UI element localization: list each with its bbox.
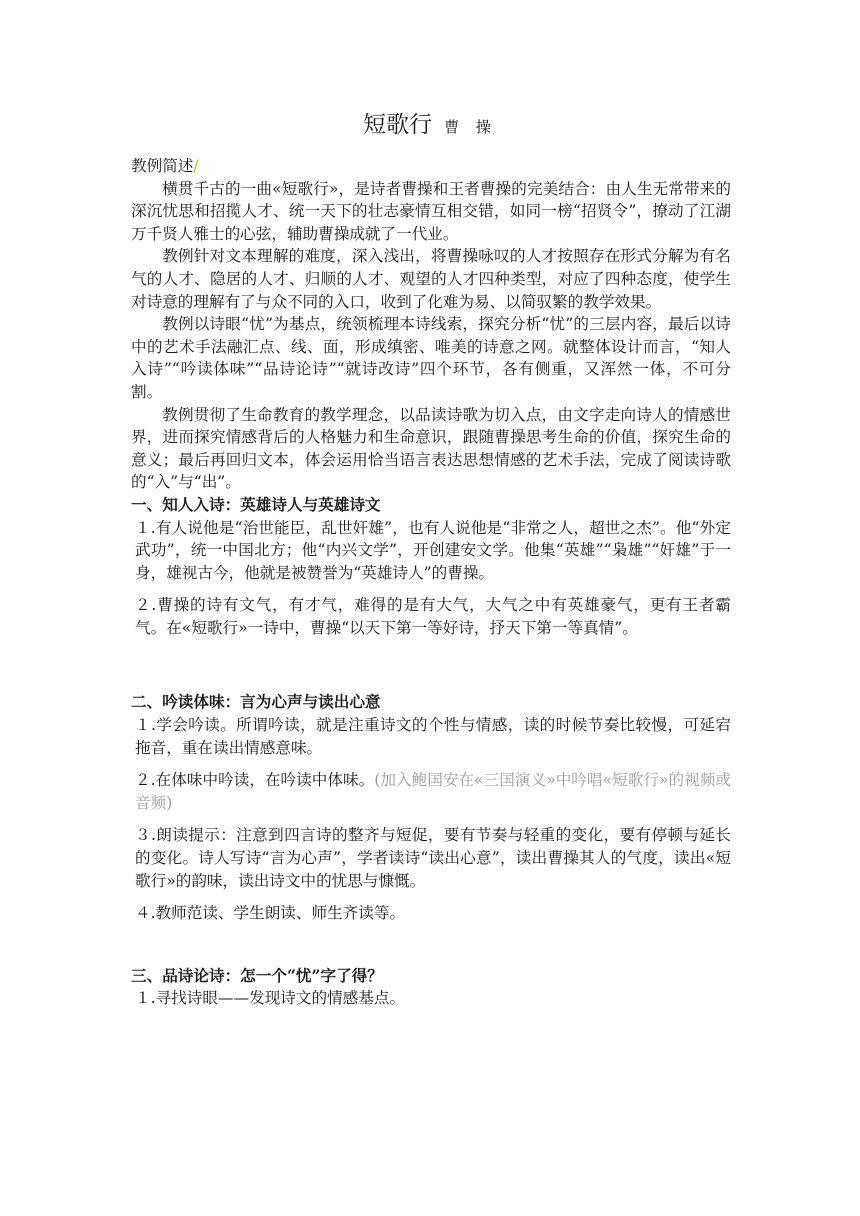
section-2-item-2-note: (加入鲍国安在«三国演义»中吟唱«短歌行»的视频或音频) bbox=[135, 771, 731, 812]
title-line bbox=[0, 106, 860, 139]
section-1-item-1: １.有人说他是“治世能臣，乱世奸雄”，也有人说他是“非常之人，超世之杰”。他“外定武功”，统一中国北方；他“内兴文学”，开创建安文学。他集“英雄”“枭雄”“奸雄”于一身，雄视古今，他就是被赞誉为“英雄诗人”的曹操。 bbox=[135, 518, 731, 582]
intro-paragraph-4: 教例贯彻了生命教育的教学理念，以品读诗歌为切入点，由文字走向诗人的情感世界，进而探究情感背后的人格魅力和生命意识，跟随曹操思考生命的价值，探究生命的意义；最后再回归文本，体会运用恰当语言表达思想情感的艺术手法，完成了阅读诗歌的“入”与“出”。 bbox=[131, 405, 731, 492]
author-name: 曹 操 bbox=[444, 118, 497, 136]
section-2-item-2-text: ２.在体味中吟读，在吟读中体味。 bbox=[135, 771, 375, 790]
section-2-item-2 bbox=[131, 769, 731, 814]
section-2-item-1: １.学会吟读。所谓吟读，就是注重诗文的个性与情感，读的时候节奏比较慢，可延宕拖音，重在读出情感意味。 bbox=[135, 716, 731, 757]
intro-paragraph-1: 横贯千古的一曲«短歌行»，是诗者曹操和王者曹操的完美结合：由人生无常带来的深沉忧思和招揽人才、统一天下的壮志豪情互相交错，如同一榜“招贤令”，撩动了江湖万千贤人雅士的心弦，辅助曹操成就了一代业。 bbox=[131, 179, 731, 243]
page-title: 短歌行 bbox=[363, 112, 433, 138]
section-2-item-4: ４.教师范读、学生朗读、师生齐读等。 bbox=[135, 904, 406, 923]
document-body bbox=[131, 155, 731, 1010]
section-1-heading: 一、知人入诗：英雄诗人与英雄诗文 bbox=[131, 494, 381, 514]
intro-paragraph-2: 教例针对文本理解的难度，深入浅出，将曹操咏叹的人才按照存在形式分解为有名气的人才、隐居的人才、归顺的人才、观望的人才四种类型，对应了四种态度，使学生对诗意的理解有了与众不同的入口，收到了化难为易、以简驭繁的教学效果。 bbox=[131, 247, 731, 311]
section-2-heading: 二、吟读体味：言为心声与读出心意 bbox=[131, 692, 381, 712]
section-2-item-3: ３.朗读提示：注意到四言诗的整齐与短促，要有节奏与轻重的变化，要有停顿与延长的变化。诗人写诗“言为心声”，学者读诗“读出心意”，读出曹操其人的气度，读出«短歌行»的韵味，读出诗文中的忧思与慷慨。 bbox=[135, 826, 731, 890]
section-label-line bbox=[131, 155, 731, 178]
section-1-item-2: ２.曹操的诗有文气，有才气，难得的是有大气，大气之中有英雄豪气，更有王者霸气。在«短歌行»一诗中，曹操“以天下第一等好诗，抒天下第一等真情”。 bbox=[135, 596, 731, 637]
section-label: 教例简述 bbox=[131, 157, 194, 175]
section-mark: / bbox=[193, 157, 199, 175]
intro-paragraph-3: 教例以诗眼“忧”为基点，统领梳理本诗线索，探究分析“忧”的三层内容，最后以诗中的艺术手法融汇点、线、面，形成缜密、唯美的诗意之网。就整体设计而言，“知人入诗”“吟读体味”“品诗论诗”“就诗改诗”四个环节，各有侧重，又浑然一体，不可分割。 bbox=[131, 315, 731, 401]
section-3-item-1: １.寻找诗眼——发现诗文的情感基点。 bbox=[135, 989, 406, 1008]
section-3-heading: 三、品诗论诗：怎一个“忧”字了得？ bbox=[131, 965, 383, 985]
